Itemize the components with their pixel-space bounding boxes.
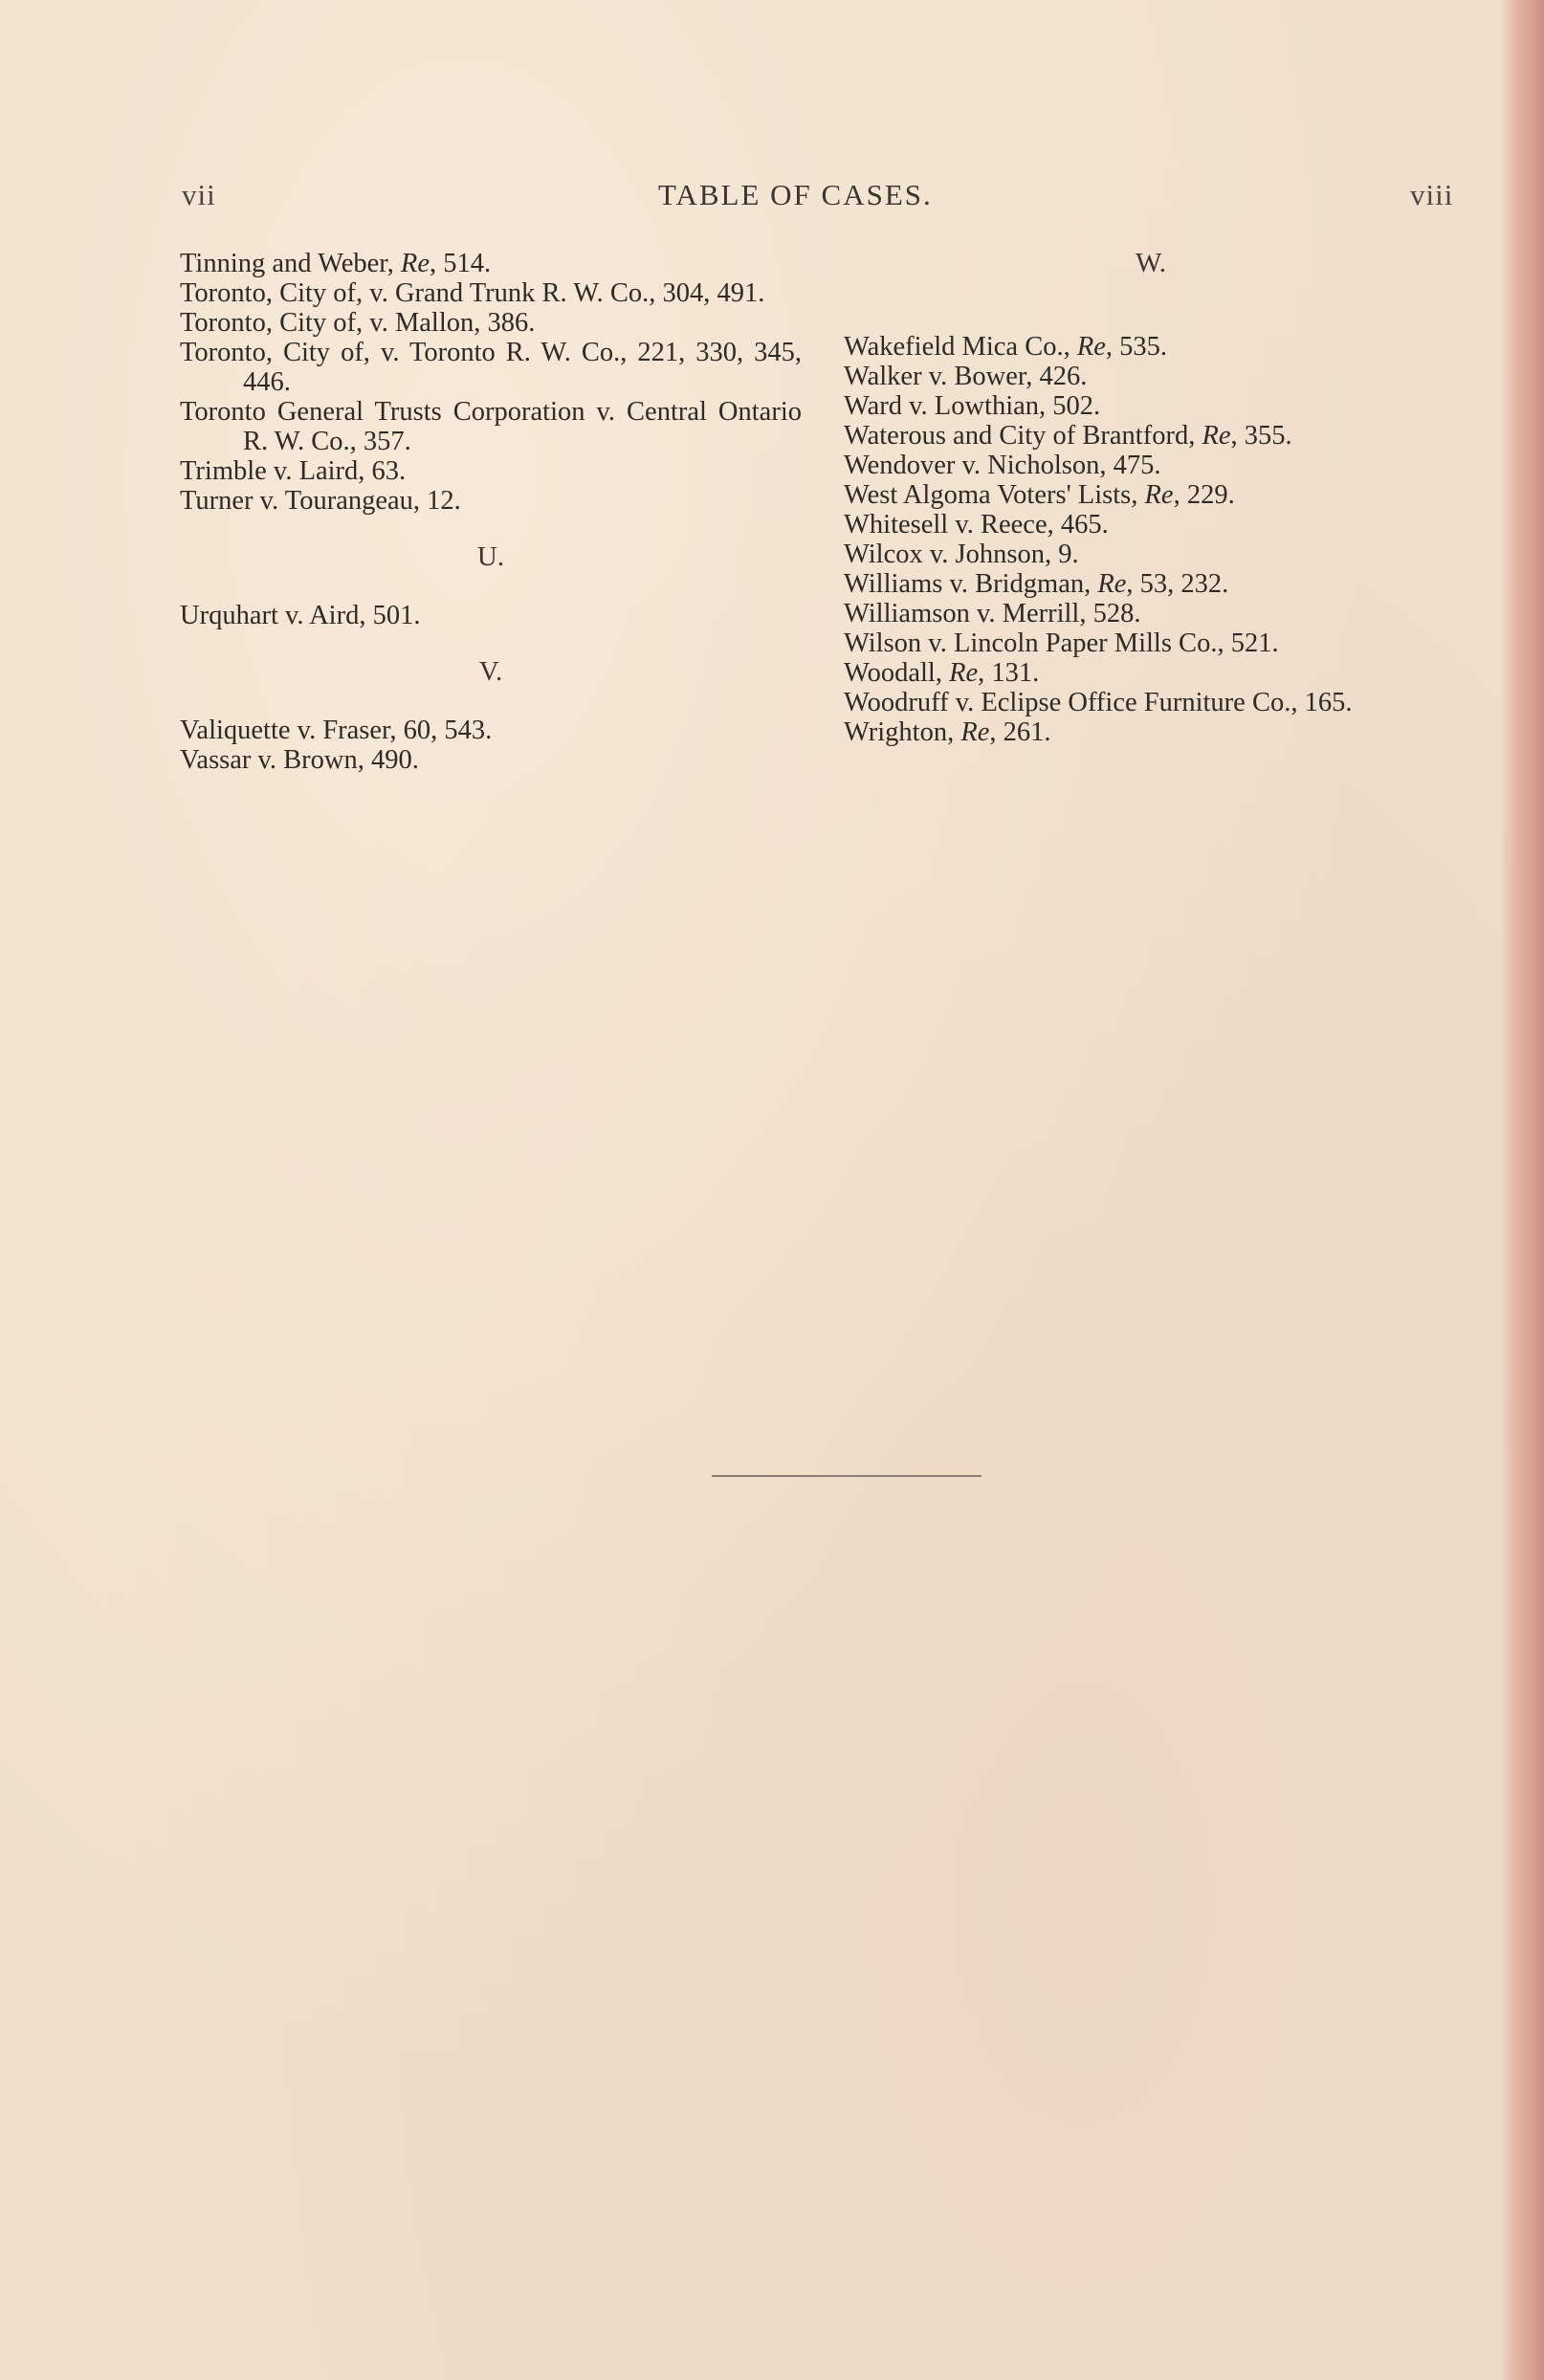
case-entry: Ward v. Lowthian, 502.: [844, 391, 1101, 421]
case-entry: Tinning and Weber, Re, 514.: [180, 249, 492, 278]
case-entry: Williams v. Bridgman, Re, 53, 232.: [844, 569, 1229, 599]
case-entry: Woodruff v. Eclipse Office Furniture Co., 165.: [844, 688, 1353, 717]
end-rule: [712, 1475, 982, 1477]
case-entry: West Algoma Voters' Lists, Re, 229.: [844, 480, 1235, 510]
case-entry: Woodall, Re, 131.: [844, 658, 1040, 688]
case-entry: Wrighton, Re, 261.: [844, 717, 1051, 747]
left-page-number: vii: [182, 178, 216, 211]
case-entry: Urquhart v. Aird, 501.: [180, 601, 421, 630]
case-entry: Walker v. Bower, 426.: [844, 362, 1088, 391]
case-entry: Wakefield Mica Co., Re, 535.: [844, 332, 1168, 362]
section-heading-w: W.: [1136, 248, 1166, 278]
case-entry: Williamson v. Merrill, 528.: [844, 599, 1141, 628]
case-entry: Waterous and City of Brantford, Re, 355.: [844, 421, 1292, 451]
page-title: TABLE OF CASES.: [658, 178, 933, 211]
left-column: [180, 249, 802, 775]
page-edge-shadow: [1500, 0, 1544, 2380]
right-page-number: viii: [1410, 178, 1454, 211]
case-entry: Valiquette v. Fraser, 60, 543.: [180, 716, 493, 745]
case-entry: Whitesell v. Reece, 465.: [844, 510, 1109, 540]
case-entry: Trimble v. Laird, 63.: [180, 456, 407, 486]
right-column: [844, 249, 1458, 747]
case-entry: Wilcox v. Johnson, 9.: [844, 540, 1079, 569]
case-entry: Wilson v. Lincoln Paper Mills Co., 521.: [844, 628, 1279, 658]
section-heading-v: V.: [478, 656, 503, 687]
case-entry: Wendover v. Nicholson, 475.: [844, 451, 1161, 480]
case-entry: Toronto General Trusts Corporation v. Central Ontario R. W. Co., 357.: [180, 397, 802, 456]
case-entry: Turner v. Tourangeau, 12.: [180, 486, 461, 516]
section-heading-u: U.: [476, 541, 505, 572]
case-entry: Toronto, City of, v. Mallon, 386.: [180, 308, 536, 338]
case-entry: Toronto, City of, v. Toronto R. W. Co., 221, 330, 345, 446.: [180, 338, 802, 397]
case-entry: Toronto, City of, v. Grand Trunk R. W. Co., 304, 491.: [180, 278, 765, 308]
case-entry: Vassar v. Brown, 490.: [180, 745, 419, 775]
